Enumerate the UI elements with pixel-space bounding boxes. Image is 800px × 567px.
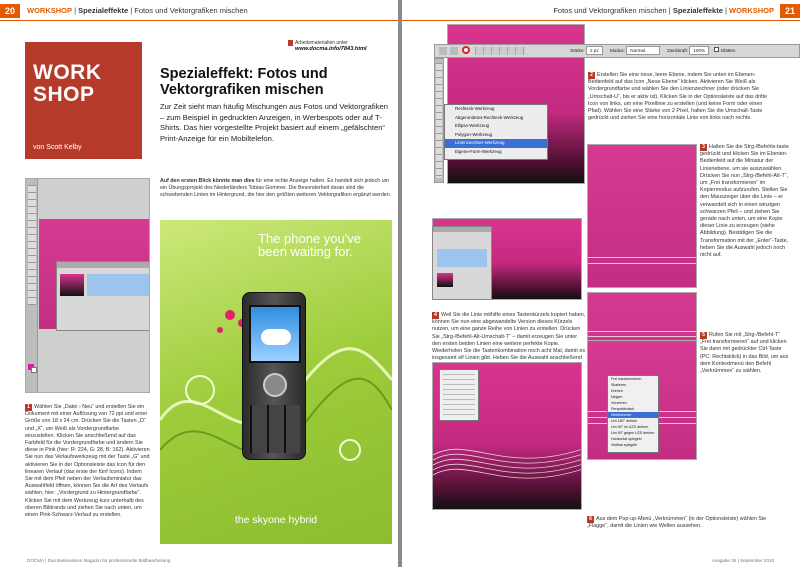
source-url[interactable]: www.docma.info/7843.html [295, 46, 367, 52]
page-number-left: 20 [0, 4, 20, 18]
ctx-item-distort[interactable]: Verzerren [611, 401, 627, 405]
workshop-title: WORK SHOP [33, 61, 102, 106]
screenshot-step6 [432, 362, 582, 510]
running-header-left: WORKSHOP | Spezialeffekte | Fotos und Vektorgrafiken mischen [27, 6, 248, 15]
right-page [402, 0, 800, 567]
step-number-3: 3 [700, 144, 707, 151]
intro-bold: Auf den ersten Blick könnte man dies [160, 178, 255, 184]
ctx-item-flip-h[interactable]: Horizontal spiegeln [611, 437, 642, 441]
options-bar [434, 44, 800, 58]
phone-ad-image [160, 220, 392, 544]
ad-tagline: The phone you've been waiting for. [258, 231, 361, 259]
left-page [0, 0, 398, 567]
header-rule [0, 20, 398, 21]
menu-item-rectangle[interactable]: Rechteck-Werkzeug [455, 106, 495, 111]
step-6: 6 Aus dem Pop-up-Menü „Verkrümmen“ (in der Optionsleiste) wählen Sie „Flagge“, damit die Linien wie Wellen aussehen. [587, 516, 767, 530]
header-topic: Spezialeffekte [78, 6, 129, 15]
header-rule-right [402, 20, 800, 21]
footer-left: DOCMA | Das Basiswissen Magazin für professionelle Bildbearbeitung [27, 558, 171, 563]
menu-item-rounded-rectangle[interactable]: Abgerundetes-Rechteck-Werkzeug [455, 114, 524, 120]
line-2 [588, 336, 696, 337]
opacity-label: Deckkraft: [667, 48, 689, 53]
context-menu [607, 375, 659, 453]
tool-icons [28, 185, 36, 305]
step-number-5: 5 [700, 332, 707, 339]
step-number-2: 2 [588, 72, 595, 79]
menu-item-line[interactable]: Linienzeichner-Werkzeug [445, 139, 547, 148]
ctx-item-rotate-ccw[interactable]: Um 90° gegen UZS drehen [611, 431, 655, 435]
layer-row-selected[interactable] [87, 274, 149, 296]
line-layer-row[interactable] [437, 249, 487, 267]
layer-thumbnail-gradient [60, 274, 84, 296]
step-number-4: 4 [432, 312, 439, 319]
header-subtopic-right: Fotos und Vektorgrafiken mischen [553, 6, 667, 15]
antialias-checkbox[interactable] [714, 47, 719, 52]
fill-pixels-icon[interactable] [462, 46, 470, 54]
step-number-6: 6 [587, 516, 594, 523]
ctx-item-skew[interactable]: Neigen [611, 395, 623, 399]
footer-right: Ausgabe 36 | September 2010 [711, 558, 774, 563]
shape-tool-icons[interactable] [475, 47, 525, 55]
step-4: 4 Weil Sie die Linie mithilfe eines Tastenkürzels kopiert haben, können Sie nun eine abgewandelte Version dieses Kürzels nutzen, um eine ganze Reihe von Linien zu erstellen. Drücken Sie „Strg-/Befehl-Alt-Umschalt-T“ – damit erzeugen Sie unter den ersten beiden Linien eine weitere perfekte Kopie. Wiederholen Sie die Tastenkombination noch acht Mal, damit es insgesamt elf Linien gibt. Heben Sie die Auswahl anschließend [432, 312, 586, 362]
warp-popup[interactable] [439, 369, 479, 421]
header-topic-right: Spezialeffekte [672, 6, 723, 15]
ad-brand: the skyone hybrid [234, 514, 318, 526]
ctx-item-warp[interactable]: Verkrümmen [608, 412, 658, 418]
ctx-item-rotate-180[interactable]: Um 180° drehen [611, 419, 638, 423]
phone-screen [249, 305, 301, 363]
background-swatch[interactable] [31, 367, 37, 373]
ctx-item-free-transform[interactable]: Frei transformieren [611, 377, 642, 381]
opacity-input[interactable]: 100% [689, 46, 709, 55]
layers-panel [56, 261, 150, 331]
antialias-label: Glätten [720, 48, 736, 53]
warp-options-list [443, 374, 475, 416]
page-number-right: 21 [780, 4, 800, 18]
stroke-input[interactable]: 2 px [586, 46, 603, 55]
layers-panel-step3 [432, 226, 492, 300]
line-1 [588, 331, 696, 332]
article-lead: Zur Zeit sieht man häufig Mischungen aus Fotos und Vektorgrafiken – zum Beispiel in gedruckten Anzeigen, in Werbespots oder auf T-Shirts. Das hier vorgestellte Projekt basiert auf einem „gefälschten“ Print-Anzeige für ein Mobiltelefon. [160, 102, 388, 143]
header-subtopic: Fotos und Vektorgrafiken mischen [134, 6, 248, 15]
screenshot-step3b [587, 144, 697, 288]
phone-keypad [250, 405, 300, 453]
ctx-item-rotate[interactable]: Drehen [611, 389, 623, 393]
header-section-right: WORKSHOP [729, 6, 774, 15]
line-copy-1 [588, 257, 696, 258]
toolbox-panel-step2 [434, 58, 444, 183]
source-label: Arbeitsmaterialien unter [295, 40, 348, 46]
ctx-item-flip-v[interactable]: Vertikal spiegeln [611, 443, 638, 447]
menu-item-ellipse[interactable]: Ellipse-Werkzeug [455, 123, 490, 128]
layers-panel-titlebar [57, 262, 150, 268]
layers-panel-titlebar-step3 [433, 227, 491, 232]
article-title: Spezialeffekt: Fotos und Vektorgrafiken mischen [160, 66, 328, 98]
shape-tool-menu [444, 104, 548, 160]
mode-select[interactable]: Normal [626, 46, 660, 55]
phone-graphic [242, 292, 306, 460]
mode-label: Modus: [609, 48, 626, 53]
menu-item-polygon[interactable]: Polygon-Werkzeug [455, 131, 493, 137]
path-icon[interactable] [450, 47, 458, 55]
intro-paragraph [160, 178, 392, 199]
header-section: WORKSHOP [27, 6, 72, 15]
cloud-icon [261, 329, 291, 345]
background-layer-thumbnail [437, 273, 453, 287]
menu-item-custom-shape[interactable]: Eigene-Form-Werkzeug [455, 148, 502, 154]
intro-text: für eine echte Anzeige halten. Es handelt sich jedoch um ein Übungsprojekt des Niederländers Tobias Gommer. Die Besonderheit daran sind die schwebenden Linien im Hintergrund, die hier den größten weiteren Vektorgrafiken ergänzt werden. [160, 178, 392, 198]
author-line: von Scott Kelby [33, 144, 82, 151]
step-5: 5 Rufen Sie mit „Strg-/Befehl-T“ „Frei transformieren“ auf und klicken Sie dann mit gedrückter Ctrl-Taste (PC: Rechtsklick) in das Bild, um aus dem Kontextmenü den Befehl „Verkrümmen“ zu wählen. [700, 332, 789, 375]
ctx-item-scale[interactable]: Skalieren [611, 383, 626, 387]
ctx-item-rotate-cw[interactable]: Um 90° im UZS drehen [611, 425, 649, 429]
step-1: 1 Wählen Sie „Datei › Neu“ und erstellen Sie ein Dokument mit einer Auflösung von 72 ppi und einer Größe von 18 x 24 cm. Drücken Sie die Tasten „D“ und „X“, um Weiß als Vordergrundfarbe einzustellen. Klicken Sie anschließend auf das Farbfeld für die Vordergrundfarbe und ändern Sie diese in Pink (hier: R: 224, G: 28, B: 162). Aktivieren Sie nun das Verlaufswerkzeug mit der Taste „G“ und aktivieren Sie in der Optionsleiste das Icon für den linearen Verlauf (das erste der fünf Icons). Indem Sie mit dem Pfeil neben der Verlaufsminiatur das Auswahlfeld öffnen, können Sie die Art des Verlaufs wählen, hier: „Vordergrund zu Hintergrundfarbe“. Klicken Sie mit dem Werkzeug kurz unterhalb des oberen Bildrands und ziehen Sie nach unten, um einen Pink-Schwarz-Verlauf zu erstellen. [25, 404, 150, 519]
download-icon [288, 40, 293, 46]
screenshot-step1 [25, 178, 150, 393]
source-note [288, 40, 398, 52]
tool-icons-step2 [436, 63, 442, 178]
stroke-label: Stärke: [570, 48, 585, 53]
shape-layer-icon[interactable] [439, 47, 447, 55]
step-number-1: 1 [25, 404, 32, 411]
ctx-item-perspective[interactable]: Perspektivisch [611, 407, 635, 411]
workshop-box [25, 42, 142, 159]
phone-dpad [263, 373, 287, 397]
step-3: 3 Halten Sie die Strg-/Befehls-taste gedrückt und klicken Sie im Ebenen-Bedienfeld auf die Miniatur der Linienebene, um sie auszuwählen. Drücken Sie nun „Strg-/Befehl-Alt-T“, um „Frei transformieren“ im Kopiermodus aufzurufen. Stellen Sie den Mauszeiger über die Linie – er verwandelt sich in einen winzigen schwarzen Pfeil – und ziehen Sie gerade nach unten, um eine Kopie dieser Linie zu erzeugen (siehe Abbildung). Bestätigen Sie die Transformation mit der „Enter“-Taste, heben Sie die Auswahl jedoch noch nicht auf. [700, 144, 789, 259]
step-2: 2 Erstellen Sie eine neue, leere Ebene, indem Sie unten im Ebenen-Bedienfeld auf das Icon „Neue Ebene“ klicken. Aktivieren Sie Weiß als Vordergrundfarbe und wählen Sie den Linienzeichner (oder drücken Sie „Umschalt-U“, bis er aktiv ist). Klicken Sie in der Optionsleiste auf das dritte Icon von links, um eine Pixellinie zu erstellen (und keine Form oder einen Pfad). Wählen Sie eine Stärke von 2 Pixel, halten Sie die Umschalt-Taste gedrückt und ziehen Sie eine horizontale Linie von links nach rechts. [588, 72, 768, 122]
running-header-right: Fotos und Vektorgrafiken mischen | Spezialeffekte | WORKSHOP [553, 6, 774, 15]
line-copy-2 [588, 263, 696, 264]
toolbox-panel [26, 179, 38, 393]
